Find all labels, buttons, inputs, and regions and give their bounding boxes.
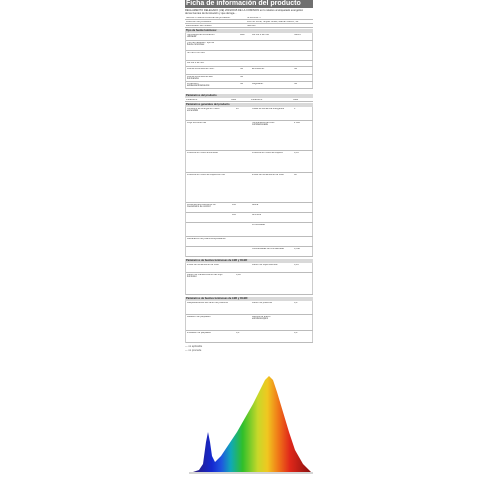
row-label: Identificador del modelo: — [186, 24, 213, 27]
cell-label: Indicador de parpadeo — [187, 331, 211, 334]
row-value: Fuli Ind. Zone, Shiyan Street, Bao'an District, SZ — [247, 20, 299, 23]
header-cell: Valor — [293, 98, 299, 101]
cell-value: 20 — [236, 107, 239, 110]
cell-label: Índice de rendimiento de color — [252, 173, 285, 176]
section-product-params: Parámetros del producto — [185, 94, 313, 98]
regulation-line-1: REGLAMENTO DELEGADO (UE) 2019/2015 DE LA COMISIÓN en lo relativo al etiquetado energético — [185, 9, 304, 12]
cell-label: Clase de eficiencia energética — [252, 107, 284, 110]
table-row — [186, 82, 313, 89]
section-led-params-2: Parámetros de fuentes luminosas de LED y OLED: — [185, 297, 313, 301]
cell-value: LED — [240, 33, 245, 36]
cell-value: 0,4 — [236, 331, 240, 334]
table-row — [186, 51, 313, 61]
spectrum-graph — [185, 366, 315, 480]
general-params-table — [185, 107, 313, 257]
cell-label: Temperatura de color correlacionada — [252, 121, 275, 127]
cell-label: Coordenadas de cromaticidad — [252, 247, 284, 250]
table-row — [186, 75, 313, 82]
cell-label: Métrica de efecto estroboscópico — [252, 315, 271, 321]
cell-value: 0,90 — [236, 273, 241, 276]
cell-value: No — [240, 67, 244, 70]
table-row — [186, 301, 313, 315]
cell-value: 120 — [232, 213, 236, 216]
cell-label: Envolvente: — [252, 67, 265, 70]
led-params-table — [185, 263, 313, 295]
cell-value: 0,348 — [294, 247, 300, 250]
table-row — [186, 107, 313, 121]
cell-label: Fuente luminosa de alta luminancia: — [187, 75, 213, 81]
cell-label: Profundidad — [252, 223, 265, 226]
params-header-row — [185, 98, 313, 102]
cell-label: Flujo luminoso útil — [187, 121, 207, 124]
cell-label: Factor de mantenimiento del flujo luminoso — [187, 273, 223, 279]
table-row — [186, 203, 313, 213]
cell-value: No — [294, 82, 298, 85]
cell-label: Tecnología de iluminación utilizada: — [187, 33, 215, 39]
cell-label: Potencia en modo encendido — [187, 151, 218, 154]
cell-value: NMLS — [294, 33, 301, 36]
cell-value: No — [294, 67, 298, 70]
product-info-sheet — [185, 0, 313, 352]
header-cell: Parámetro — [251, 98, 263, 101]
section-led-params: Parámetros de fuentes luminosas de LED y OLED — [185, 259, 313, 263]
cell-label: Tipo de casquillo / tipo de fuente luminosa: — [187, 41, 215, 47]
section-general-params: Parámetros generales del producto — [185, 103, 313, 107]
cell-label: Fuente luminosa de color: — [187, 67, 215, 70]
table-row — [186, 247, 313, 257]
cell-label: Factor de potencia — [252, 301, 272, 304]
cell-value: 0,05 — [294, 151, 299, 154]
cell-label: Declaración de potencia equivalente — [187, 237, 226, 240]
cell-label: De red o de red: — [187, 61, 205, 64]
cell-value: 0,9 — [294, 331, 298, 334]
cell-label: Altura — [252, 203, 259, 206]
table-row — [186, 41, 313, 51]
cell-label: Factor de supervivencia — [252, 263, 278, 266]
cell-label: Regulable: — [252, 82, 264, 85]
cell-label: Potencia en modo de espera — [252, 151, 283, 154]
table-row — [186, 33, 313, 41]
table-row — [186, 213, 313, 223]
header-cell: Parámetro — [186, 98, 198, 101]
cell-label: Protección antideslumbramiento: — [187, 82, 210, 88]
row-label: Nombre o marca comercial del proveedor: — [186, 16, 231, 19]
cell-label: Sin red o sin red: — [187, 51, 206, 54]
table-row — [186, 173, 313, 203]
sheet-title: Ficha de información del producto — [185, 0, 313, 8]
cell-value: No — [240, 82, 244, 85]
cell-value: 2 000 — [294, 121, 300, 124]
light-type-table — [185, 33, 313, 89]
table-row — [186, 67, 313, 75]
header-cell: Valor — [231, 98, 237, 101]
cell-label: Potencia en modo de espera en red — [187, 173, 226, 176]
table-row — [186, 315, 313, 331]
cell-value: 0,95 — [294, 263, 299, 266]
cell-value: 80 — [294, 173, 297, 176]
legend-not-applicable: — no aplicable — [185, 345, 203, 348]
cell-label: Consumo de energía en modo encendido — [187, 107, 220, 113]
row-value: SB2160 — [247, 24, 256, 27]
model-id-row — [185, 24, 313, 28]
cell-value: 0,9 — [294, 301, 298, 304]
table-row — [186, 273, 313, 295]
cell-label: Relación de parpadeo — [187, 315, 211, 318]
table-row — [186, 263, 313, 273]
row-value: SHAOLIGHT — [247, 16, 261, 19]
section-light-type: Tipo de fuente luminosa: — [185, 29, 313, 33]
cell-value: F — [294, 107, 296, 110]
table-row — [186, 237, 313, 247]
table-row — [186, 331, 313, 343]
cell-value: 100 — [232, 203, 236, 206]
table-row — [186, 121, 313, 151]
led-params-table-2 — [185, 301, 313, 343]
row-label: Dirección del proveedor: — [186, 20, 212, 23]
cell-label: Dimensiones exteriores sin mecanismo de control — [187, 203, 216, 209]
legend-not-applies: — no procede — [185, 349, 202, 352]
cell-label: Anchura — [252, 213, 261, 216]
cell-label: Índice de rendimiento de color — [187, 263, 220, 266]
spectrum-curve — [193, 376, 311, 472]
table-row — [186, 223, 313, 237]
cell-value: No — [240, 75, 244, 78]
regulation-line-2: de las fuentes de iluminación y que deroga... — [185, 12, 237, 15]
cell-label: De red o sin red — [252, 33, 270, 36]
cell-label: Desplazamiento del factor de potencia — [187, 301, 228, 304]
table-row — [186, 151, 313, 173]
